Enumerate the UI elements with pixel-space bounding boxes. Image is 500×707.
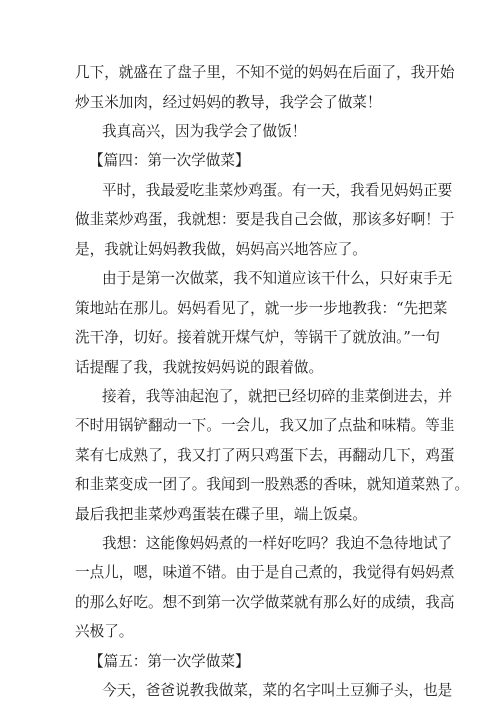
paragraph-line: 策地站在那儿。妈妈看见了，就一步一步地教我：“先把菜	[75, 300, 448, 317]
paragraph-line: 是，我就让妈妈教我做，妈妈高兴地答应了。	[75, 241, 367, 258]
paragraph-line: 我想：这能像妈妈煮的一样好吃吗？我迫不急待地试了	[102, 535, 453, 552]
paragraph-line: 兴极了。	[75, 623, 134, 640]
paragraph-line: 接着，我等油起泡了，就把已经切碎的韭菜倒进去，并	[102, 388, 453, 405]
paragraph-line: 最后我把韭菜炒鸡蛋装在碟子里，端上饭桌。	[75, 506, 367, 523]
section-heading: 【篇五：第一次学做菜】	[89, 653, 250, 670]
paragraph-line: 我真高兴，因为我学会了做饭！	[102, 123, 307, 140]
paragraph-line: 由于是第一次做菜，我不知道应该干什么，只好束手无	[102, 270, 453, 287]
paragraph-line: 一点儿，嗯，味道不错。由于是自己煮的，我觉得有妈妈煮	[75, 564, 455, 581]
paragraph-line: 平时，我最爱吃韭菜炒鸡蛋。有一天，我看见妈妈正要	[102, 182, 453, 199]
paragraph-line: 话提醒了我，我就按妈妈说的跟着做。	[75, 359, 324, 376]
paragraph-line: 做韭菜炒鸡蛋，我就想：要是我自己会做，那该多好啊！于	[75, 211, 455, 228]
paragraph-line: 洗干净，切好。接着就开煤气炉，等锅干了就放油。”一句	[75, 329, 441, 346]
paragraph-line: 今天，爸爸说教我做菜，菜的名字叫土豆狮子头，也是	[102, 682, 453, 699]
paragraph-line: 和韭菜变成一团了。我闻到一股熟悉的香味，就知道菜熟了。	[75, 476, 470, 493]
paragraph-line: 炒玉米加肉，经过妈妈的教导，我学会了做菜！	[75, 94, 382, 111]
paragraph-line: 的那么好吃。想不到第一次学做菜就有那么好的成绩，我高	[75, 594, 455, 611]
paragraph-line: 菜有七成熟了，我又打了两只鸡蛋下去，再翻动几下，鸡蛋	[75, 447, 455, 464]
paragraph-line: 几下，就盛在了盘子里，不知不觉的妈妈在后面了，我开始	[75, 64, 455, 81]
section-heading: 【篇四：第一次学做菜】	[89, 152, 250, 169]
paragraph-line: 不时用锅铲翻动一下。一会儿，我又加了点盐和味精。等韭	[75, 417, 455, 434]
